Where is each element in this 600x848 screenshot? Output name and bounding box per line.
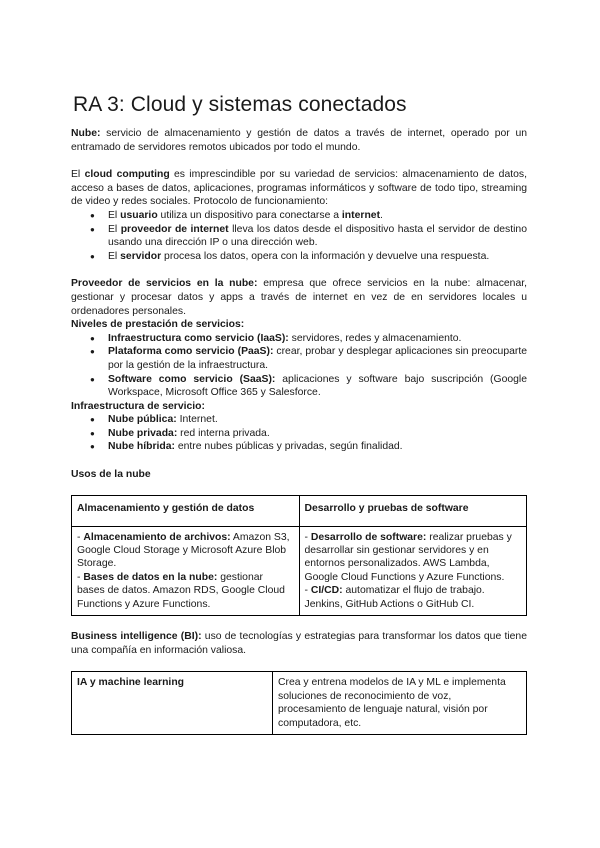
table-cell: Crea y entrena modelos de IA y ML e implementa soluciones de reconocimiento de voz, procesamiento de lenguaje natural, visión por computadora, etc.: [273, 672, 527, 735]
niveles-heading: Niveles de prestación de servicios:: [71, 319, 245, 331]
list-item: ● Nube privada: red interna privada.: [71, 427, 527, 441]
table-cell: - Almacenamiento de archivos: Amazon S3, Google Cloud Storage y Microsoft Azure Blob Storage. - Bases de datos en la nube: gestionar bases de datos. Amazon RDS, Google Cloud Functions y Azure Functions.: [72, 526, 300, 615]
list-item: ● Plataforma como servicio (PaaS): crear, probar y desplegar aplicaciones sin preocuparte por la gestión de la infraestructura.: [71, 345, 527, 372]
table-header-cell: Desarrollo y pruebas de software: [299, 495, 527, 526]
protocol-list: [71, 209, 527, 263]
ia-table: [71, 671, 527, 735]
usos-heading: Usos de la nube: [71, 469, 151, 481]
table-header-cell: Almacenamiento y gestión de datos: [72, 495, 300, 526]
bi-paragraph: Business intelligence (BI): uso de tecnologías y estrategias para transformar los datos que tiene una compañía en información valiosa.: [71, 631, 527, 656]
list-item: ● El proveedor de internet lleva los datos desde el dispositivo hasta el servidor de destino usando una dirección IP o una dirección web.: [71, 223, 527, 250]
table-cell: IA y machine learning: [72, 672, 273, 735]
table-cell: - Desarrollo de software: realizar pruebas y desarrollar sin gestionar servidores y en entornos personalizados. AWS Lambda, Google Cloud Functions y Azure Functions. - CI/CD: automatizar el flujo de trabajo. Jenkins, GitHub Actions o GitHub CI.: [299, 526, 527, 615]
list-item: ● El usuario utiliza un dispositivo para conectarse a internet.: [71, 209, 527, 223]
niveles-list: [71, 332, 527, 400]
infra-list: [71, 413, 527, 454]
nube-definition: Nube: servicio de almacenamiento y gestión de datos a través de internet, operado por un entramado de servidores remotos ubicados por todo el mundo.: [71, 128, 527, 153]
list-item: ● Infraestructura como servicio (IaaS): servidores, redes y almacenamiento.: [71, 332, 527, 346]
list-item: ● Software como servicio (SaaS): aplicaciones y software bajo suscripción (Google Workspace, Microsoft Office 365 y Salesforce.: [71, 373, 527, 400]
list-item: ● Nube híbrida: entre nubes públicas y privadas, según finalidad.: [71, 440, 527, 454]
list-item: ● Nube pública: Internet.: [71, 413, 527, 427]
usos-table: [71, 495, 527, 616]
list-item: ● El servidor procesa los datos, opera con la información y devuelve una respuesta.: [71, 250, 527, 264]
proveedor-paragraph: Proveedor de servicios en la nube: empresa que ofrece servicios en la nube: almacenar, gestionar y procesar datos y apps a través de internet en vez de en servidores locales u ordenadores personales.: [71, 278, 528, 317]
cloud-computing-paragraph: El cloud computing es imprescindible por su variedad de servicios: almacenamiento de datos, acceso a bases de datos, aplicaciones, programas informáticos y software de todo tipo, streaming de video y redes sociales. Protocolo de funcionamiento:: [71, 169, 527, 208]
document-page: [71, 92, 527, 735]
infra-heading: Infraestructura de servicio:: [71, 400, 205, 412]
page-title: RA 3: Cloud y sistemas conectados: [73, 93, 407, 116]
